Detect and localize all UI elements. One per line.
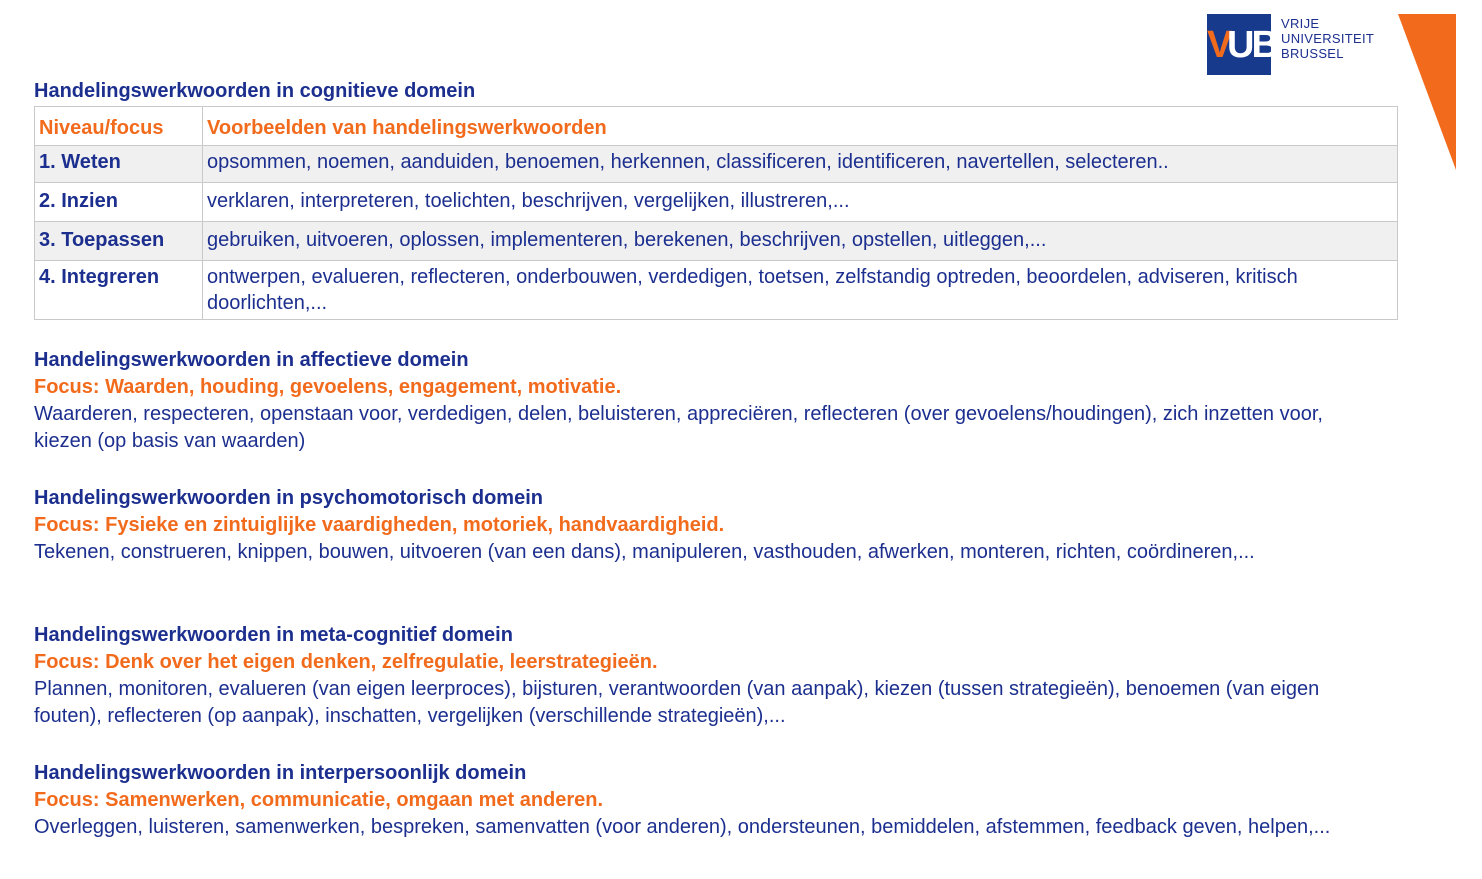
section-text: Tekenen, construeren, knippen, bouwen, uitvoeren (van een dans), manipuleren, vasthouden, afwerken, monteren, richten, coördineren,... (34, 541, 1255, 563)
row-verbs: verklaren, interpreteren, toelichten, beschrijven, vergelijken, illustreren,... (203, 183, 1398, 222)
metacognitive-domain-section (34, 622, 1434, 730)
table-row (35, 222, 1398, 261)
psychomotor-domain-section (34, 485, 1434, 566)
section-focus: Focus: Waarden, houding, gevoelens, engagement, motivatie. (34, 376, 622, 398)
section-title: Handelingswerkwoorden in meta-cognitief domein (34, 624, 513, 646)
section-text: Overleggen, luisteren, samenwerken, bespreken, samenvatten (voor anderen), ondersteunen, bemiddelen, afstemmen, feedback geven, helpen,... (34, 816, 1331, 838)
vub-logo (1207, 14, 1387, 76)
table-row (35, 261, 1398, 320)
table-header-row (35, 107, 1398, 146)
logo-line: VRIJE (1281, 16, 1320, 31)
header-level: Niveau/focus (35, 107, 203, 146)
row-verbs: gebruiken, uitvoeren, oplossen, implementeren, berekenen, beschrijven, opstellen, uitleggen,... (203, 222, 1398, 261)
row-level: 4. Integreren (35, 261, 203, 320)
vub-logo-mark (1207, 14, 1276, 75)
section-title: Handelingswerkwoorden in interpersoonlijk domein (34, 762, 527, 784)
cognitive-verbs-table (34, 106, 1398, 320)
logo-line: BRUSSEL (1281, 46, 1344, 61)
interpersonal-domain-section (34, 760, 1434, 841)
affective-domain-section (34, 347, 1434, 455)
section-text: Waarderen, respecteren, openstaan voor, verdedigen, delen, beluisteren, appreciëren, reflecteren (over gevoelens/houdingen), zich inzetten voor, kiezen (op basis van waarden) (34, 403, 1323, 452)
row-verbs: opsommen, noemen, aanduiden, benoemen, herkennen, classificeren, identificeren, navertellen, selecteren.. (203, 146, 1398, 183)
section-title: Handelingswerkwoorden in affectieve domein (34, 349, 469, 371)
row-level: 3. Toepassen (35, 222, 203, 261)
row-level: 1. Weten (35, 146, 203, 183)
header-examples: Voorbeelden van handelingswerkwoorden (203, 107, 1398, 146)
table-row (35, 146, 1398, 183)
corner-decoration (1398, 14, 1456, 170)
section-focus: Focus: Fysieke en zintuiglijke vaardigheden, motoriek, handvaardigheid. (34, 514, 725, 536)
table-row (35, 183, 1398, 222)
section-text: Plannen, monitoren, evalueren (van eigen leerproces), bijsturen, verantwoorden (van aanpak), kiezen (tussen strategieën), benoemen (van eigen fouten), reflecteren (op aanpak), inschatten, vergelijken (verschillende strategieën),... (34, 678, 1320, 727)
row-level: 2. Inzien (35, 183, 203, 222)
logo-letter-v: V (1207, 24, 1229, 66)
cognitive-domain-title: Handelingswerkwoorden in cognitieve domein (34, 80, 476, 102)
section-focus: Focus: Samenwerken, communicatie, omgaan met anderen. (34, 789, 604, 811)
section-title: Handelingswerkwoorden in psychomotorisch domein (34, 487, 543, 509)
logo-wordmark (1281, 16, 1374, 61)
logo-line: UNIVERSITEIT (1281, 31, 1375, 46)
section-focus: Focus: Denk over het eigen denken, zelfregulatie, leerstrategieën. (34, 651, 658, 673)
row-verbs: ontwerpen, evalueren, reflecteren, onderbouwen, verdedigen, toetsen, zelfstandig optreden, beoordelen, adviseren, kritisch doorlichten,... (203, 261, 1398, 320)
logo-letters-ub: UB (1227, 24, 1276, 66)
